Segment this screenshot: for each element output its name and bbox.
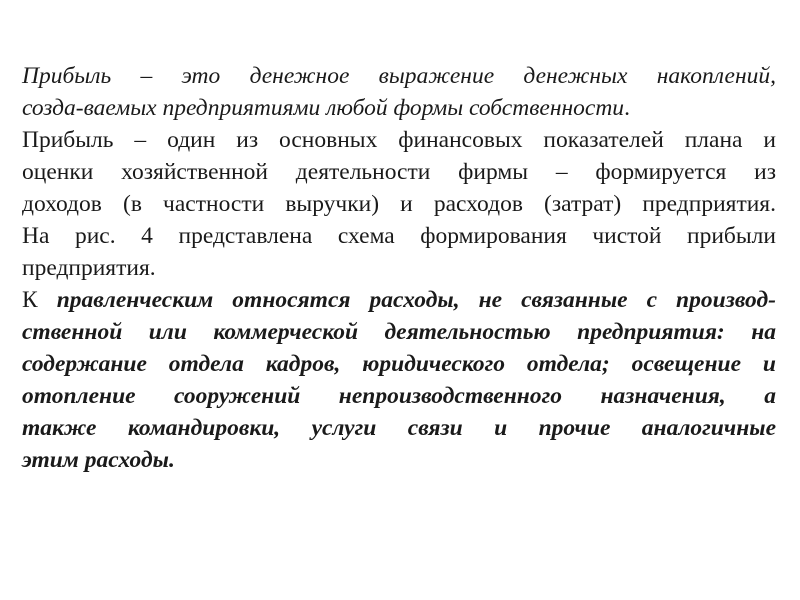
- paragraph-2-line-4: На рис. 4 представлена схема формирования чистой прибыли: [22, 223, 776, 249]
- paragraph-3-line-1: [22, 284, 776, 316]
- paragraph-2-line-5: предприятия.: [22, 255, 156, 281]
- paragraph-1-line-2: [22, 92, 776, 124]
- paragraph-3-line-2: ственной или коммерческой деятельностью предприятия: на: [22, 319, 776, 345]
- paragraph-3-line-6: этим расходы.: [22, 447, 175, 473]
- paragraph-1-period: .: [624, 95, 630, 121]
- paragraph-3-line-4: отопление сооружений непроизводственного назначения, а: [22, 383, 776, 409]
- paragraph-3-line-3: содержание отдела кадров, юридического отдела; освещение и: [22, 351, 776, 377]
- paragraph-3-prefix: К: [22, 287, 57, 313]
- paragraph-3-line-5: также командировки, услуги связи и прочие аналогичные: [22, 415, 776, 441]
- paragraph-2-line-1: Прибыль – один из основных финансовых показателей плана и: [22, 127, 776, 153]
- paragraph-2-line-2: оценки хозяйственной деятельности фирмы – формируется из: [22, 159, 776, 185]
- paragraph-1-line-1: Прибыль – это денежное выражение денежных накоплений,: [22, 63, 776, 89]
- paragraph-1-line-2-text: созда-ваемых предприятиями любой формы собственности: [22, 95, 625, 121]
- paragraph-2-line-3: доходов (в частности выручки) и расходов (затрат) предприятия.: [22, 191, 776, 217]
- slide-text: [22, 60, 776, 476]
- paragraph-3-line-1-text: правленческим относятся расходы, не связанные с производ-: [56, 287, 776, 313]
